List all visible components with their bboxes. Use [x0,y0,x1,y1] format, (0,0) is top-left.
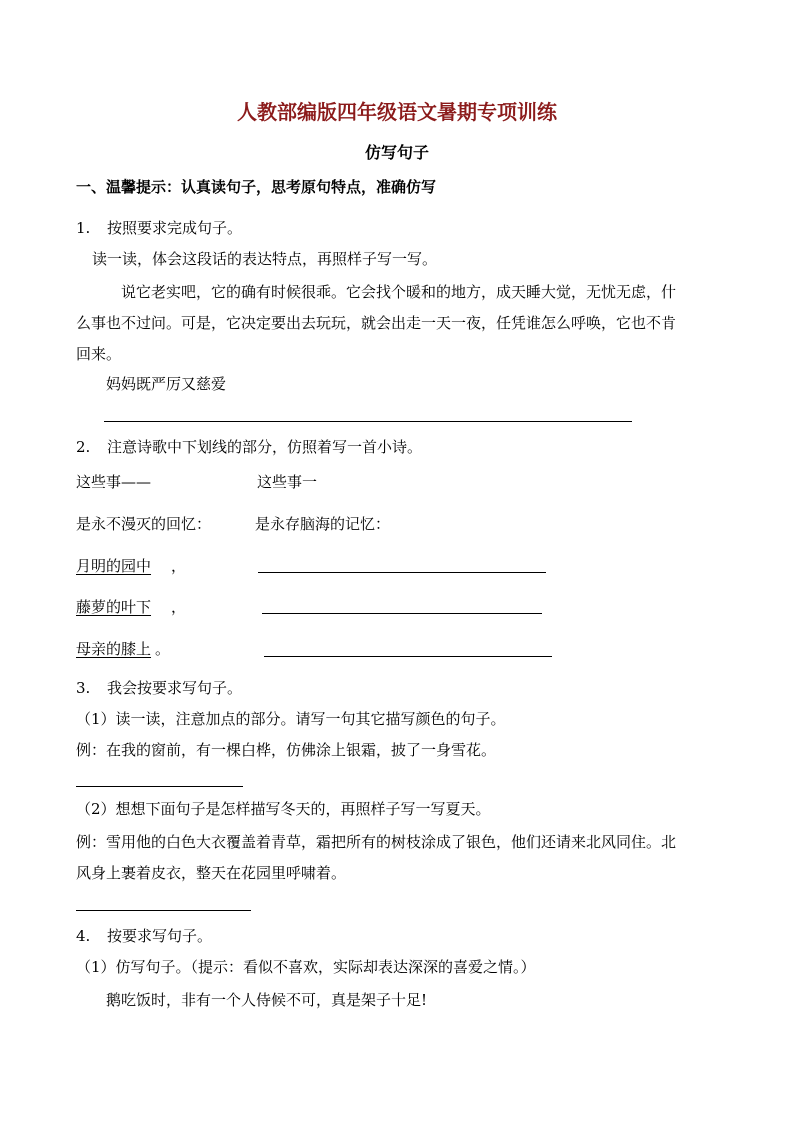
q2-item3-punct: 。 [155,640,171,658]
q2-number: 2. [76,438,91,456]
q3-example2-line2: 风身上裹着皮衣，整天在花园里呼啸着。 [76,864,347,882]
q3-sub2: （2）想想下面句子是怎样描写冬天的，再照样子写一写夏天。 [76,800,491,818]
q3-sub1: （1）读一读，注意加点的部分。请写一句其它描写颜色的句子。 [76,710,506,728]
q3-number: 3. [76,679,91,697]
q2-left-line1: 这些事—— [76,473,152,491]
q1-prompt: 按照要求完成句子。 [107,219,243,237]
q1-answer-line[interactable] [104,421,632,422]
q3-answer-line-1[interactable] [76,786,243,787]
q4-example1: 鹅吃饭时，非有一个人侍候不可，真是架子十足! [106,991,428,1009]
q2-item1-punct: ， [171,557,187,575]
q2-item2-punct: ， [171,598,187,616]
q2-item2: 藤萝的叶下 [76,598,152,616]
q3-example1: 例：在我的窗前，有一棵白桦，仿佛涂上银霜，披了一身雪花。 [76,741,497,759]
q2-answer-line-2[interactable] [262,613,542,614]
q2-right-line2: 是永存脑海的记忆： [255,515,391,533]
q3-example2-line1: 例：雪用他的白色大衣覆盖着青草，霜把所有的树枝涂成了银色，他们还请来北风同住。北 [76,833,677,851]
q4-sub1: （1）仿写句子。（提示：看似不喜欢，实际却表达深深的喜爱之情。） [76,958,536,976]
q4-prompt: 按要求写句子。 [107,927,213,945]
q2-answer-line-1[interactable] [258,572,546,573]
q2-item1: 月明的园中 [76,557,152,575]
q1-instruction: 读一读，体会这段话的表达特点，再照样子写一写。 [92,250,438,268]
section-heading: 一、温馨提示：认真读句子，思考原句特点，准确仿写 [76,178,437,196]
q2-answer-line-3[interactable] [264,656,552,657]
q1-number: 1. [76,219,91,237]
q1-passage-line3: 回来。 [76,345,122,363]
q2-right-line1: 这些事一 [257,473,318,491]
q3-answer-line-2[interactable] [76,910,251,911]
q2-prompt: 注意诗歌中下划线的部分，仿照着写一首小诗。 [107,438,423,456]
page-subtitle: 仿写句子 [364,143,429,162]
q1-passage-line2: 么事也不过问。可是，它决定要出去玩玩，就会出走一天一夜，任凭谁怎么呼唤，它也不肯 [76,314,677,332]
page-title: 人教部编版四年级语文暑期专项训练 [237,100,557,124]
q2-left-line2: 是永不漫灭的回忆： [76,515,212,533]
q1-passage-line1: 说它老实吧，它的确有时候很乖。它会找个暖和的地方，成天睡大觉，无忧无虑，什 [121,283,677,301]
q4-number: 4. [76,927,91,945]
q1-starter: 妈妈既严厉又慈爱 [106,375,227,393]
q3-prompt: 我会按要求写句子。 [107,679,243,697]
q2-item3: 母亲的膝上 [76,640,152,658]
